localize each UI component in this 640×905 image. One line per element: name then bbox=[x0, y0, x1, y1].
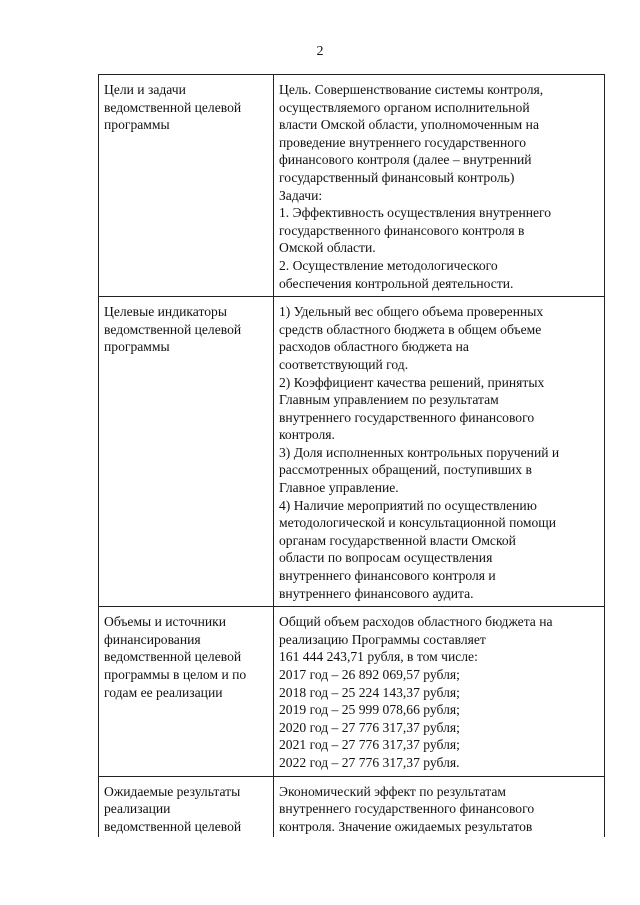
row-value-cell bbox=[274, 75, 605, 297]
row-expected-results bbox=[99, 776, 605, 837]
row-goals-tasks bbox=[99, 75, 605, 297]
value-line: 3) Доля исполненных контрольных поручений и bbox=[279, 444, 560, 460]
value-line: Экономический эффект по результатам bbox=[279, 783, 507, 799]
value-line: власти Омской области, уполномоченным на bbox=[279, 117, 539, 133]
value-line: методологической и консультационной помощи bbox=[279, 515, 557, 531]
value-line: 2018 год – 25 224 143,37 рубля; bbox=[279, 684, 460, 700]
value-line: 2020 год – 27 776 317,37 рубля; bbox=[279, 719, 460, 735]
value-line: соответствующий год. bbox=[279, 356, 409, 372]
value-line: 2) Коэффициент качества решений, принятых bbox=[279, 374, 545, 390]
row-label-cell bbox=[99, 776, 274, 837]
value-line: 2021 год – 27 776 317,37 рубля; bbox=[279, 737, 460, 753]
value-line: 4) Наличие мероприятий по осуществлению bbox=[279, 497, 537, 513]
label-line: финансирования bbox=[104, 631, 201, 647]
label-line: ведомственной целевой bbox=[104, 99, 242, 115]
value-line: Главным управлением по результатам bbox=[279, 392, 499, 408]
label-line: Цели и задачи bbox=[104, 82, 186, 97]
value-line: проведение внутреннего государственного bbox=[279, 134, 527, 150]
value-line: 2019 год – 25 999 078,66 рубля; bbox=[279, 702, 460, 718]
value-line: внутреннего государственного финансового bbox=[279, 801, 535, 817]
label-line: ведомственной целевой bbox=[104, 321, 242, 337]
label-line: программы в целом и по bbox=[104, 667, 247, 682]
value-line: органам государственной власти Омской bbox=[279, 532, 516, 548]
label-line: программы bbox=[104, 117, 170, 133]
row-label-cell bbox=[99, 297, 274, 607]
row-label-cell bbox=[99, 75, 274, 297]
label-line: Целевые индикаторы bbox=[104, 304, 227, 320]
value-line: 2022 год – 27 776 317,37 рубля. bbox=[279, 754, 460, 770]
value-line: 1. Эффективность осуществления внутреннего bbox=[279, 205, 552, 221]
value-line: осуществляемого органом исполнительной bbox=[279, 99, 530, 115]
value-line: внутреннего финансового аудита. bbox=[279, 585, 474, 601]
row-label-cell bbox=[99, 607, 274, 776]
label-line: ведомственной целевой bbox=[104, 818, 242, 834]
value-line: Задачи: bbox=[279, 187, 323, 203]
value-line: 2. Осуществление методологического bbox=[279, 257, 498, 273]
label-line: программы bbox=[104, 339, 170, 355]
value-line: контроля. bbox=[279, 427, 335, 443]
value-line: контроля. Значение ожидаемых результатов bbox=[279, 818, 533, 834]
program-passport-table bbox=[98, 74, 605, 837]
row-value-cell bbox=[274, 297, 605, 607]
value-line: государственного финансового контроля в bbox=[279, 222, 525, 238]
value-line: области по вопросам осуществления bbox=[279, 550, 493, 566]
value-line: Общий объем расходов областного бюджета на bbox=[279, 614, 553, 630]
value-line: расходов областного бюджета на bbox=[279, 339, 469, 355]
value-line: внутреннего финансового контроля и bbox=[279, 568, 496, 584]
value-line: Цель. Совершенствование системы контроля, bbox=[279, 82, 544, 97]
label-line: ведомственной целевой bbox=[104, 649, 242, 665]
value-line: Главное управление. bbox=[279, 480, 399, 496]
label-line: Объемы и источники bbox=[104, 614, 227, 630]
page-number: 2 bbox=[316, 44, 324, 59]
value-line: внутреннего государственного финансового bbox=[279, 409, 535, 425]
value-line: 1) Удельный вес общего объема проверенных bbox=[279, 304, 544, 320]
label-line: годам ее реализации bbox=[104, 684, 223, 700]
row-value-cell bbox=[274, 776, 605, 837]
value-line: 161 444 243,71 рубля, в том числе: bbox=[279, 649, 478, 665]
value-line: 2017 год – 26 892 069,57 рубля; bbox=[279, 667, 460, 682]
label-line: Ожидаемые результаты bbox=[104, 783, 241, 799]
value-line: реализацию Программы составляет bbox=[279, 631, 486, 647]
value-line: Омской области. bbox=[279, 240, 376, 256]
value-line: обеспечения контрольной деятельности. bbox=[279, 275, 514, 291]
value-line: средств областного бюджета в общем объеме bbox=[279, 321, 542, 337]
row-funding bbox=[99, 607, 605, 776]
row-value-cell bbox=[274, 607, 605, 776]
label-line: реализации bbox=[104, 801, 171, 817]
value-line: рассмотренных обращений, поступивших в bbox=[279, 462, 532, 478]
row-target-indicators bbox=[99, 297, 605, 607]
value-line: государственный финансовый контроль) bbox=[279, 169, 515, 185]
value-line: финансового контроля (далее – внутренний bbox=[279, 152, 532, 168]
